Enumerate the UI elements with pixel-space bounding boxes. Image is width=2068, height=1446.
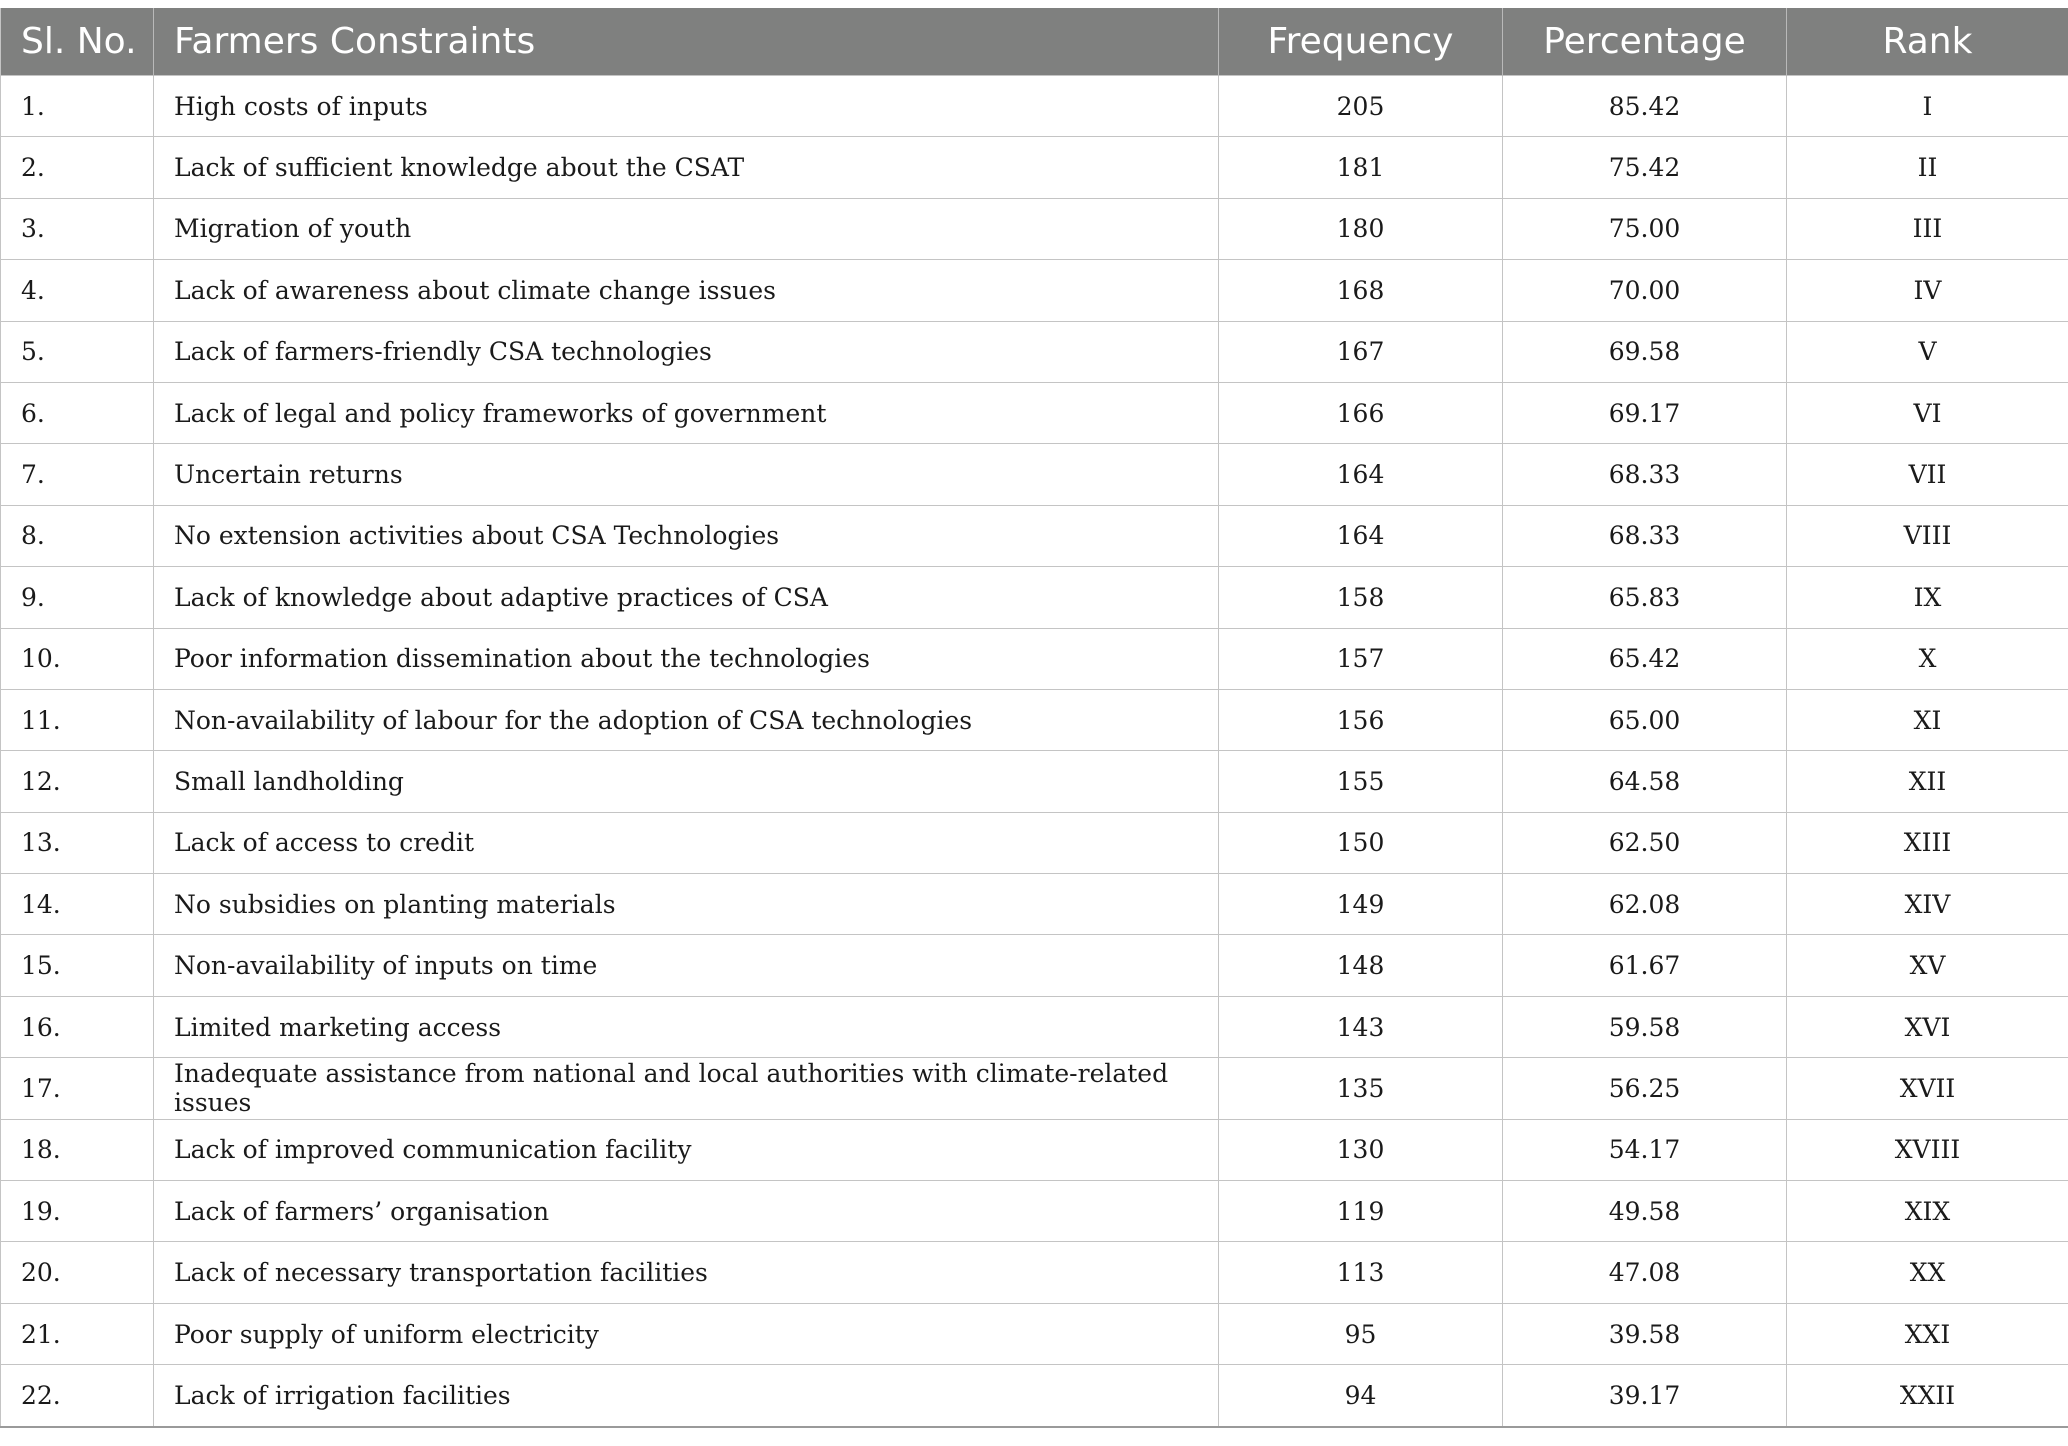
cell-percentage: 56.25 — [1503, 1058, 1787, 1119]
cell-percentage: 62.50 — [1503, 812, 1787, 873]
table-row — [1, 198, 2068, 259]
cell-rank: III — [1787, 198, 2068, 259]
cell-percentage: 75.42 — [1503, 137, 1787, 198]
cell-rank: II — [1787, 137, 2068, 198]
cell-frequency: 205 — [1219, 76, 1503, 137]
cell-percentage: 65.83 — [1503, 567, 1787, 628]
cell-sl-no: 21. — [1, 1303, 154, 1364]
table-row — [1, 382, 2068, 443]
cell-constraint: Migration of youth — [154, 198, 1219, 259]
header-frequency: Frequency — [1219, 8, 1503, 76]
cell-constraint: Limited marketing access — [154, 996, 1219, 1057]
table-body — [1, 76, 2068, 1427]
cell-rank: XIX — [1787, 1181, 2068, 1242]
cell-rank: XII — [1787, 751, 2068, 812]
cell-frequency: 168 — [1219, 260, 1503, 321]
cell-percentage: 61.67 — [1503, 935, 1787, 996]
cell-rank: X — [1787, 628, 2068, 689]
table-row — [1, 1181, 2068, 1242]
table-row — [1, 321, 2068, 382]
cell-frequency: 181 — [1219, 137, 1503, 198]
table-row — [1, 1242, 2068, 1303]
cell-rank: IV — [1787, 260, 2068, 321]
cell-sl-no: 18. — [1, 1119, 154, 1180]
cell-sl-no: 2. — [1, 137, 154, 198]
cell-frequency: 158 — [1219, 567, 1503, 628]
cell-rank: XVII — [1787, 1058, 2068, 1119]
cell-constraint: Inadequate assistance from national and local authorities with climate-related issues — [154, 1058, 1219, 1119]
cell-frequency: 148 — [1219, 935, 1503, 996]
table-row — [1, 1058, 2068, 1119]
cell-rank: XI — [1787, 689, 2068, 750]
table-row — [1, 1303, 2068, 1364]
cell-percentage: 49.58 — [1503, 1181, 1787, 1242]
cell-percentage: 75.00 — [1503, 198, 1787, 259]
cell-constraint: Non-availability of labour for the adoption of CSA technologies — [154, 689, 1219, 750]
cell-rank: I — [1787, 76, 2068, 137]
table-row — [1, 76, 2068, 137]
table-row — [1, 935, 2068, 996]
cell-percentage: 59.58 — [1503, 996, 1787, 1057]
cell-constraint: High costs of inputs — [154, 76, 1219, 137]
cell-constraint: No subsidies on planting materials — [154, 874, 1219, 935]
cell-percentage: 64.58 — [1503, 751, 1787, 812]
cell-percentage: 68.33 — [1503, 444, 1787, 505]
table-header — [1, 8, 2068, 76]
header-rank: Rank — [1787, 8, 2068, 76]
cell-percentage: 69.17 — [1503, 382, 1787, 443]
table-row — [1, 444, 2068, 505]
cell-constraint: Lack of farmers-friendly CSA technologies — [154, 321, 1219, 382]
cell-constraint: Lack of necessary transportation facilities — [154, 1242, 1219, 1303]
header-percentage: Percentage — [1503, 8, 1787, 76]
table-row — [1, 1119, 2068, 1180]
cell-sl-no: 4. — [1, 260, 154, 321]
cell-frequency: 119 — [1219, 1181, 1503, 1242]
cell-frequency: 156 — [1219, 689, 1503, 750]
cell-rank: VII — [1787, 444, 2068, 505]
cell-frequency: 180 — [1219, 198, 1503, 259]
cell-frequency: 149 — [1219, 874, 1503, 935]
table-row — [1, 689, 2068, 750]
cell-sl-no: 5. — [1, 321, 154, 382]
cell-percentage: 39.58 — [1503, 1303, 1787, 1364]
cell-constraint: No extension activities about CSA Technologies — [154, 505, 1219, 566]
cell-constraint: Non-availability of inputs on time — [154, 935, 1219, 996]
table-row — [1, 567, 2068, 628]
cell-rank: XVIII — [1787, 1119, 2068, 1180]
cell-percentage: 39.17 — [1503, 1365, 1787, 1427]
cell-rank: XIV — [1787, 874, 2068, 935]
cell-sl-no: 12. — [1, 751, 154, 812]
cell-constraint: Lack of legal and policy frameworks of government — [154, 382, 1219, 443]
table-row — [1, 260, 2068, 321]
cell-percentage: 47.08 — [1503, 1242, 1787, 1303]
cell-sl-no: 11. — [1, 689, 154, 750]
cell-frequency: 130 — [1219, 1119, 1503, 1180]
cell-sl-no: 8. — [1, 505, 154, 566]
cell-sl-no: 9. — [1, 567, 154, 628]
table-row — [1, 1365, 2068, 1427]
cell-constraint: Lack of knowledge about adaptive practices of CSA — [154, 567, 1219, 628]
cell-rank: VIII — [1787, 505, 2068, 566]
table-row — [1, 628, 2068, 689]
cell-frequency: 164 — [1219, 505, 1503, 566]
cell-sl-no: 17. — [1, 1058, 154, 1119]
constraints-table — [0, 8, 2068, 1428]
table-row — [1, 996, 2068, 1057]
cell-rank: IX — [1787, 567, 2068, 628]
cell-rank: XXI — [1787, 1303, 2068, 1364]
cell-sl-no: 19. — [1, 1181, 154, 1242]
table-row — [1, 751, 2068, 812]
cell-rank: XVI — [1787, 996, 2068, 1057]
cell-frequency: 166 — [1219, 382, 1503, 443]
constraints-table-container — [0, 8, 2068, 1428]
cell-sl-no: 1. — [1, 76, 154, 137]
cell-constraint: Lack of farmers’ organisation — [154, 1181, 1219, 1242]
cell-rank: XIII — [1787, 812, 2068, 873]
cell-percentage: 62.08 — [1503, 874, 1787, 935]
cell-sl-no: 3. — [1, 198, 154, 259]
cell-percentage: 68.33 — [1503, 505, 1787, 566]
cell-frequency: 135 — [1219, 1058, 1503, 1119]
cell-rank: XXII — [1787, 1365, 2068, 1427]
cell-percentage: 85.42 — [1503, 76, 1787, 137]
cell-sl-no: 7. — [1, 444, 154, 505]
cell-frequency: 164 — [1219, 444, 1503, 505]
cell-sl-no: 10. — [1, 628, 154, 689]
cell-sl-no: 6. — [1, 382, 154, 443]
header-farmers-constraints: Farmers Constraints — [154, 8, 1219, 76]
header-sl-no: Sl. No. — [1, 8, 154, 76]
header-row — [1, 8, 2068, 76]
cell-sl-no: 22. — [1, 1365, 154, 1427]
cell-rank: XV — [1787, 935, 2068, 996]
cell-rank: VI — [1787, 382, 2068, 443]
cell-constraint: Uncertain returns — [154, 444, 1219, 505]
cell-frequency: 150 — [1219, 812, 1503, 873]
cell-constraint: Lack of access to credit — [154, 812, 1219, 873]
cell-rank: XX — [1787, 1242, 2068, 1303]
cell-constraint: Poor information dissemination about the technologies — [154, 628, 1219, 689]
cell-frequency: 167 — [1219, 321, 1503, 382]
cell-sl-no: 20. — [1, 1242, 154, 1303]
cell-constraint: Lack of awareness about climate change issues — [154, 260, 1219, 321]
cell-frequency: 157 — [1219, 628, 1503, 689]
cell-percentage: 54.17 — [1503, 1119, 1787, 1180]
cell-constraint: Lack of improved communication facility — [154, 1119, 1219, 1180]
table-row — [1, 137, 2068, 198]
cell-constraint: Lack of sufficient knowledge about the CSAT — [154, 137, 1219, 198]
cell-percentage: 65.00 — [1503, 689, 1787, 750]
cell-percentage: 65.42 — [1503, 628, 1787, 689]
cell-frequency: 95 — [1219, 1303, 1503, 1364]
cell-frequency: 143 — [1219, 996, 1503, 1057]
cell-percentage: 70.00 — [1503, 260, 1787, 321]
cell-sl-no: 13. — [1, 812, 154, 873]
cell-constraint: Lack of irrigation facilities — [154, 1365, 1219, 1427]
cell-constraint: Small landholding — [154, 751, 1219, 812]
table-row — [1, 874, 2068, 935]
cell-constraint: Poor supply of uniform electricity — [154, 1303, 1219, 1364]
table-row — [1, 812, 2068, 873]
cell-sl-no: 16. — [1, 996, 154, 1057]
table-row — [1, 505, 2068, 566]
cell-frequency: 155 — [1219, 751, 1503, 812]
cell-rank: V — [1787, 321, 2068, 382]
cell-frequency: 113 — [1219, 1242, 1503, 1303]
cell-frequency: 94 — [1219, 1365, 1503, 1427]
cell-sl-no: 14. — [1, 874, 154, 935]
cell-sl-no: 15. — [1, 935, 154, 996]
cell-percentage: 69.58 — [1503, 321, 1787, 382]
